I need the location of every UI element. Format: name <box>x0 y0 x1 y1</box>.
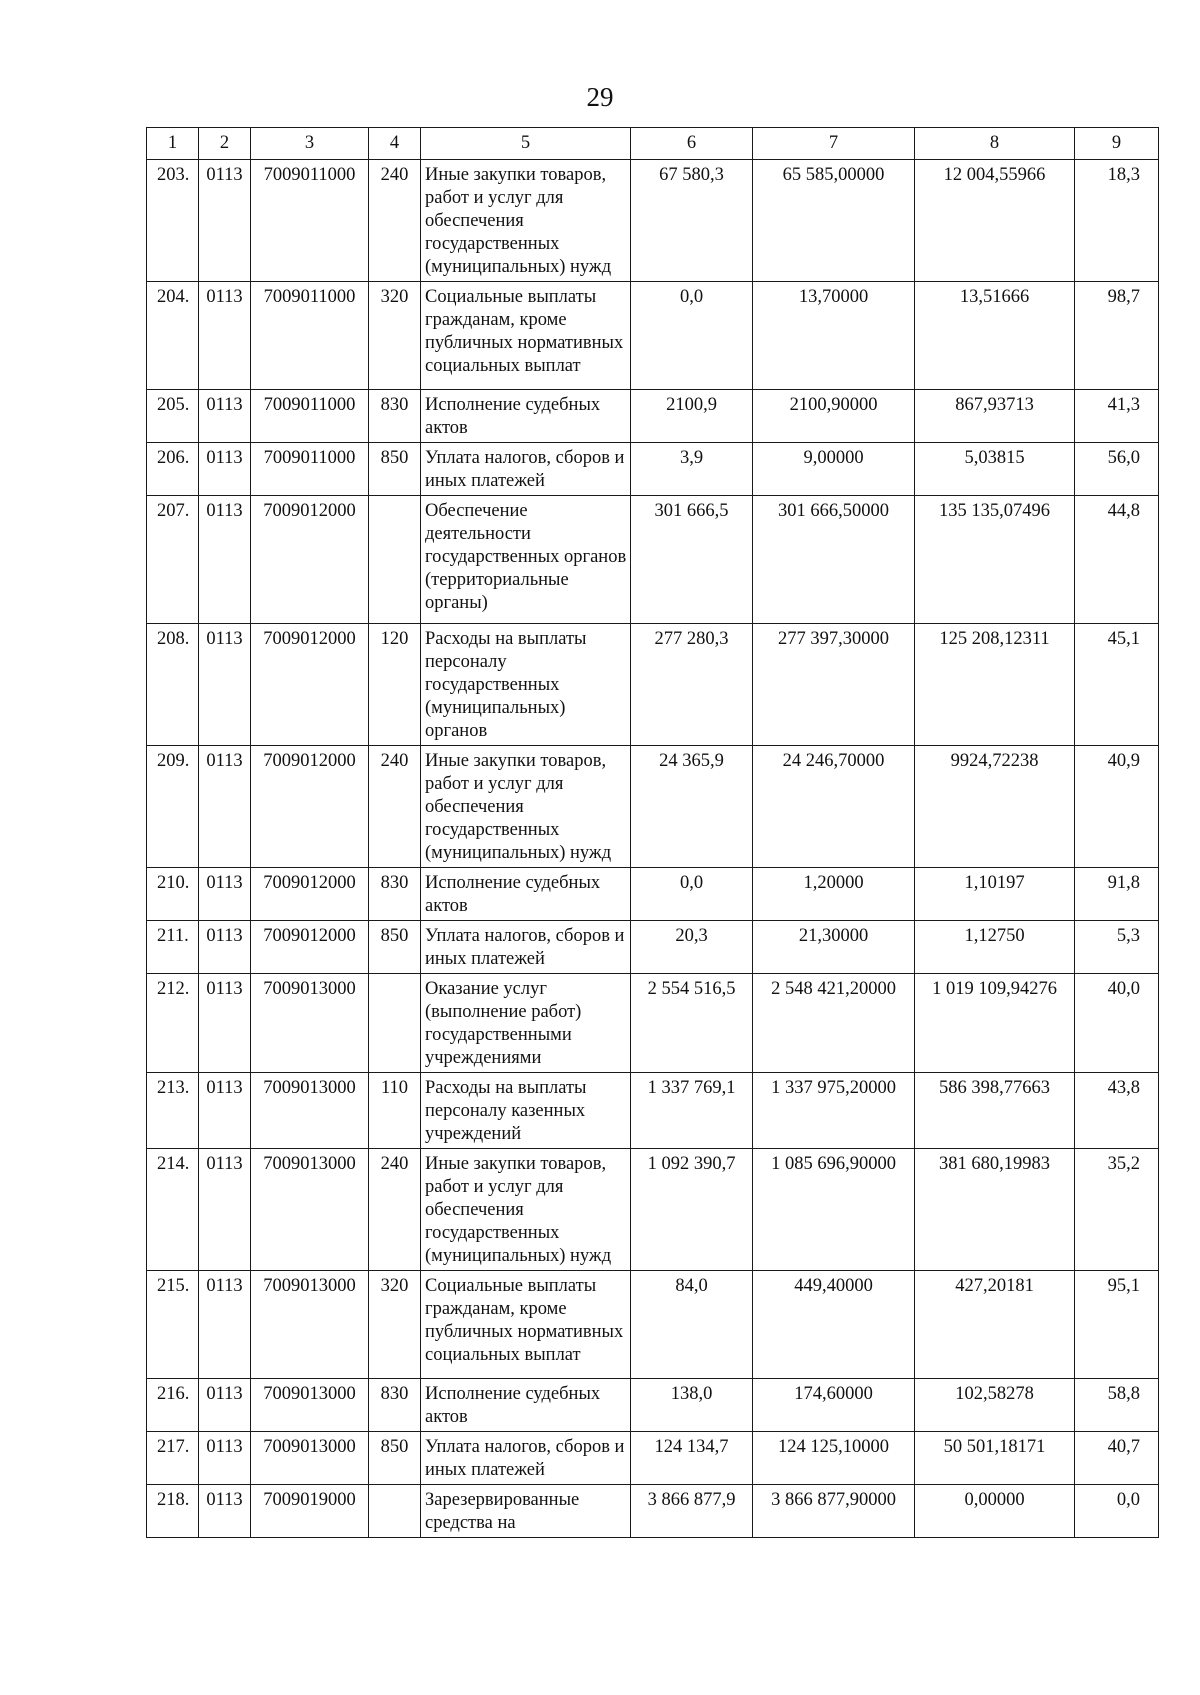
article-code-cell: 7009013000 <box>251 1271 369 1379</box>
percent-cell: 40,7 <box>1075 1432 1159 1485</box>
plan-amount-cell: 124 125,10000 <box>753 1432 915 1485</box>
expense-type-cell: 240 <box>369 1149 421 1271</box>
plan-amount-cell: 449,40000 <box>753 1271 915 1379</box>
article-code-cell: 7009013000 <box>251 1379 369 1432</box>
section-code-cell: 0113 <box>199 1271 251 1379</box>
article-code-cell: 7009011000 <box>251 390 369 443</box>
percent-cell: 18,3 <box>1075 160 1159 282</box>
header-cell: 2 <box>199 128 251 160</box>
section-code-cell: 0113 <box>199 390 251 443</box>
percent-cell: 58,8 <box>1075 1379 1159 1432</box>
table-row <box>147 746 1159 868</box>
expense-type-cell: 240 <box>369 746 421 868</box>
plan-amount-cell: 13,70000 <box>753 282 915 390</box>
header-cell: 4 <box>369 128 421 160</box>
section-code-cell: 0113 <box>199 974 251 1073</box>
percent-cell: 44,8 <box>1075 496 1159 624</box>
plan-amount-cell: 24 246,70000 <box>753 746 915 868</box>
table-row <box>147 496 1159 624</box>
actual-amount-cell: 102,58278 <box>915 1379 1075 1432</box>
article-code-cell: 7009013000 <box>251 974 369 1073</box>
section-code-cell: 0113 <box>199 1073 251 1149</box>
table-row <box>147 974 1159 1073</box>
table-row <box>147 624 1159 746</box>
row-number-cell: 212. <box>147 974 199 1073</box>
table-row <box>147 921 1159 974</box>
row-number-cell: 209. <box>147 746 199 868</box>
section-code-cell: 0113 <box>199 496 251 624</box>
expense-type-cell: 850 <box>369 921 421 974</box>
expense-type-cell <box>369 1485 421 1538</box>
plan-amount-cell: 1,20000 <box>753 868 915 921</box>
percent-cell: 95,1 <box>1075 1271 1159 1379</box>
actual-amount-cell: 135 135,07496 <box>915 496 1075 624</box>
section-code-cell: 0113 <box>199 282 251 390</box>
approved-amount-cell: 1 092 390,7 <box>631 1149 753 1271</box>
approved-amount-cell: 3,9 <box>631 443 753 496</box>
article-code-cell: 7009012000 <box>251 496 369 624</box>
approved-amount-cell: 124 134,7 <box>631 1432 753 1485</box>
section-code-cell: 0113 <box>199 921 251 974</box>
plan-amount-cell: 174,60000 <box>753 1379 915 1432</box>
percent-cell: 91,8 <box>1075 868 1159 921</box>
section-code-cell: 0113 <box>199 624 251 746</box>
article-code-cell: 7009011000 <box>251 282 369 390</box>
approved-amount-cell: 24 365,9 <box>631 746 753 868</box>
section-code-cell: 0113 <box>199 1432 251 1485</box>
description-cell: Социальные выплаты гражданам, кроме публичных нормативных социальных выплат <box>421 1271 631 1379</box>
article-code-cell: 7009012000 <box>251 921 369 974</box>
row-number-cell: 218. <box>147 1485 199 1538</box>
section-code-cell: 0113 <box>199 443 251 496</box>
header-cell: 8 <box>915 128 1075 160</box>
row-number-cell: 214. <box>147 1149 199 1271</box>
approved-amount-cell: 138,0 <box>631 1379 753 1432</box>
table-row <box>147 282 1159 390</box>
header-cell: 7 <box>753 128 915 160</box>
approved-amount-cell: 1 337 769,1 <box>631 1073 753 1149</box>
article-code-cell: 7009012000 <box>251 624 369 746</box>
table-row <box>147 1379 1159 1432</box>
actual-amount-cell: 9924,72238 <box>915 746 1075 868</box>
actual-amount-cell: 0,00000 <box>915 1485 1075 1538</box>
description-cell: Иные закупки товаров, работ и услуг для обеспечения государственных (муниципальных) нужд <box>421 160 631 282</box>
row-number-cell: 211. <box>147 921 199 974</box>
row-number-cell: 204. <box>147 282 199 390</box>
actual-amount-cell: 125 208,12311 <box>915 624 1075 746</box>
expense-type-cell <box>369 496 421 624</box>
description-cell: Иные закупки товаров, работ и услуг для обеспечения государственных (муниципальных) нужд <box>421 746 631 868</box>
table-row <box>147 1149 1159 1271</box>
row-number-cell: 206. <box>147 443 199 496</box>
header-cell: 5 <box>421 128 631 160</box>
plan-amount-cell: 21,30000 <box>753 921 915 974</box>
description-cell: Расходы на выплаты персоналу государственных (муниципальных) органов <box>421 624 631 746</box>
section-code-cell: 0113 <box>199 868 251 921</box>
header-cell: 6 <box>631 128 753 160</box>
approved-amount-cell: 84,0 <box>631 1271 753 1379</box>
percent-cell: 40,9 <box>1075 746 1159 868</box>
percent-cell: 0,0 <box>1075 1485 1159 1538</box>
actual-amount-cell: 1 019 109,94276 <box>915 974 1075 1073</box>
section-code-cell: 0113 <box>199 1379 251 1432</box>
description-cell: Расходы на выплаты персоналу казенных учреждений <box>421 1073 631 1149</box>
row-number-cell: 208. <box>147 624 199 746</box>
page-number: 29 <box>586 82 614 112</box>
table-row <box>147 390 1159 443</box>
expense-type-cell: 850 <box>369 443 421 496</box>
expense-type-cell <box>369 974 421 1073</box>
description-cell: Обеспечение деятельности государственных органов (территориальные органы) <box>421 496 631 624</box>
approved-amount-cell: 67 580,3 <box>631 160 753 282</box>
plan-amount-cell: 9,00000 <box>753 443 915 496</box>
actual-amount-cell: 13,51666 <box>915 282 1075 390</box>
table-row <box>147 443 1159 496</box>
approved-amount-cell: 301 666,5 <box>631 496 753 624</box>
actual-amount-cell: 381 680,19983 <box>915 1149 1075 1271</box>
approved-amount-cell: 277 280,3 <box>631 624 753 746</box>
table-row <box>147 1432 1159 1485</box>
percent-cell: 56,0 <box>1075 443 1159 496</box>
actual-amount-cell: 586 398,77663 <box>915 1073 1075 1149</box>
header-cell: 1 <box>147 128 199 160</box>
description-cell: Оказание услуг (выполнение работ) государственными учреждениями <box>421 974 631 1073</box>
row-number-cell: 213. <box>147 1073 199 1149</box>
expense-type-cell: 850 <box>369 1432 421 1485</box>
expense-type-cell: 830 <box>369 390 421 443</box>
actual-amount-cell: 867,93713 <box>915 390 1075 443</box>
percent-cell: 35,2 <box>1075 1149 1159 1271</box>
plan-amount-cell: 1 085 696,90000 <box>753 1149 915 1271</box>
expense-type-cell: 830 <box>369 868 421 921</box>
description-cell: Исполнение судебных актов <box>421 868 631 921</box>
header-cell: 9 <box>1075 128 1159 160</box>
row-number-cell: 205. <box>147 390 199 443</box>
expense-type-cell: 120 <box>369 624 421 746</box>
table-row <box>147 1073 1159 1149</box>
actual-amount-cell: 427,20181 <box>915 1271 1075 1379</box>
table-row <box>147 1485 1159 1538</box>
approved-amount-cell: 0,0 <box>631 868 753 921</box>
article-code-cell: 7009013000 <box>251 1073 369 1149</box>
row-number-cell: 216. <box>147 1379 199 1432</box>
section-code-cell: 0113 <box>199 160 251 282</box>
table-row <box>147 868 1159 921</box>
approved-amount-cell: 3 866 877,9 <box>631 1485 753 1538</box>
expense-type-cell: 240 <box>369 160 421 282</box>
table-header-row <box>147 128 1159 160</box>
plan-amount-cell: 2 548 421,20000 <box>753 974 915 1073</box>
plan-amount-cell: 1 337 975,20000 <box>753 1073 915 1149</box>
plan-amount-cell: 3 866 877,90000 <box>753 1485 915 1538</box>
row-number-cell: 210. <box>147 868 199 921</box>
expense-type-cell: 830 <box>369 1379 421 1432</box>
article-code-cell: 7009013000 <box>251 1149 369 1271</box>
expense-type-cell: 110 <box>369 1073 421 1149</box>
percent-cell: 98,7 <box>1075 282 1159 390</box>
approved-amount-cell: 0,0 <box>631 282 753 390</box>
expense-type-cell: 320 <box>369 282 421 390</box>
article-code-cell: 7009013000 <box>251 1432 369 1485</box>
description-cell: Уплата налогов, сборов и иных платежей <box>421 1432 631 1485</box>
description-cell: Исполнение судебных актов <box>421 1379 631 1432</box>
table-row <box>147 1271 1159 1379</box>
percent-cell: 45,1 <box>1075 624 1159 746</box>
description-cell: Исполнение судебных актов <box>421 390 631 443</box>
plan-amount-cell: 277 397,30000 <box>753 624 915 746</box>
percent-cell: 40,0 <box>1075 974 1159 1073</box>
description-cell: Зарезервированные средства на <box>421 1485 631 1538</box>
expense-type-cell: 320 <box>369 1271 421 1379</box>
actual-amount-cell: 1,10197 <box>915 868 1075 921</box>
actual-amount-cell: 1,12750 <box>915 921 1075 974</box>
percent-cell: 5,3 <box>1075 921 1159 974</box>
header-cell: 3 <box>251 128 369 160</box>
approved-amount-cell: 20,3 <box>631 921 753 974</box>
row-number-cell: 203. <box>147 160 199 282</box>
article-code-cell: 7009012000 <box>251 868 369 921</box>
section-code-cell: 0113 <box>199 1485 251 1538</box>
section-code-cell: 0113 <box>199 746 251 868</box>
section-code-cell: 0113 <box>199 1149 251 1271</box>
row-number-cell: 217. <box>147 1432 199 1485</box>
description-cell: Уплата налогов, сборов и иных платежей <box>421 443 631 496</box>
percent-cell: 43,8 <box>1075 1073 1159 1149</box>
approved-amount-cell: 2100,9 <box>631 390 753 443</box>
table-row <box>147 160 1159 282</box>
row-number-cell: 207. <box>147 496 199 624</box>
approved-amount-cell: 2 554 516,5 <box>631 974 753 1073</box>
plan-amount-cell: 301 666,50000 <box>753 496 915 624</box>
description-cell: Иные закупки товаров, работ и услуг для обеспечения государственных (муниципальных) нужд <box>421 1149 631 1271</box>
actual-amount-cell: 5,03815 <box>915 443 1075 496</box>
percent-cell: 41,3 <box>1075 390 1159 443</box>
description-cell: Уплата налогов, сборов и иных платежей <box>421 921 631 974</box>
plan-amount-cell: 2100,90000 <box>753 390 915 443</box>
article-code-cell: 7009019000 <box>251 1485 369 1538</box>
article-code-cell: 7009011000 <box>251 443 369 496</box>
budget-table <box>146 127 1159 1538</box>
row-number-cell: 215. <box>147 1271 199 1379</box>
actual-amount-cell: 12 004,55966 <box>915 160 1075 282</box>
actual-amount-cell: 50 501,18171 <box>915 1432 1075 1485</box>
article-code-cell: 7009012000 <box>251 746 369 868</box>
description-cell: Социальные выплаты гражданам, кроме публичных нормативных социальных выплат <box>421 282 631 390</box>
article-code-cell: 7009011000 <box>251 160 369 282</box>
plan-amount-cell: 65 585,00000 <box>753 160 915 282</box>
